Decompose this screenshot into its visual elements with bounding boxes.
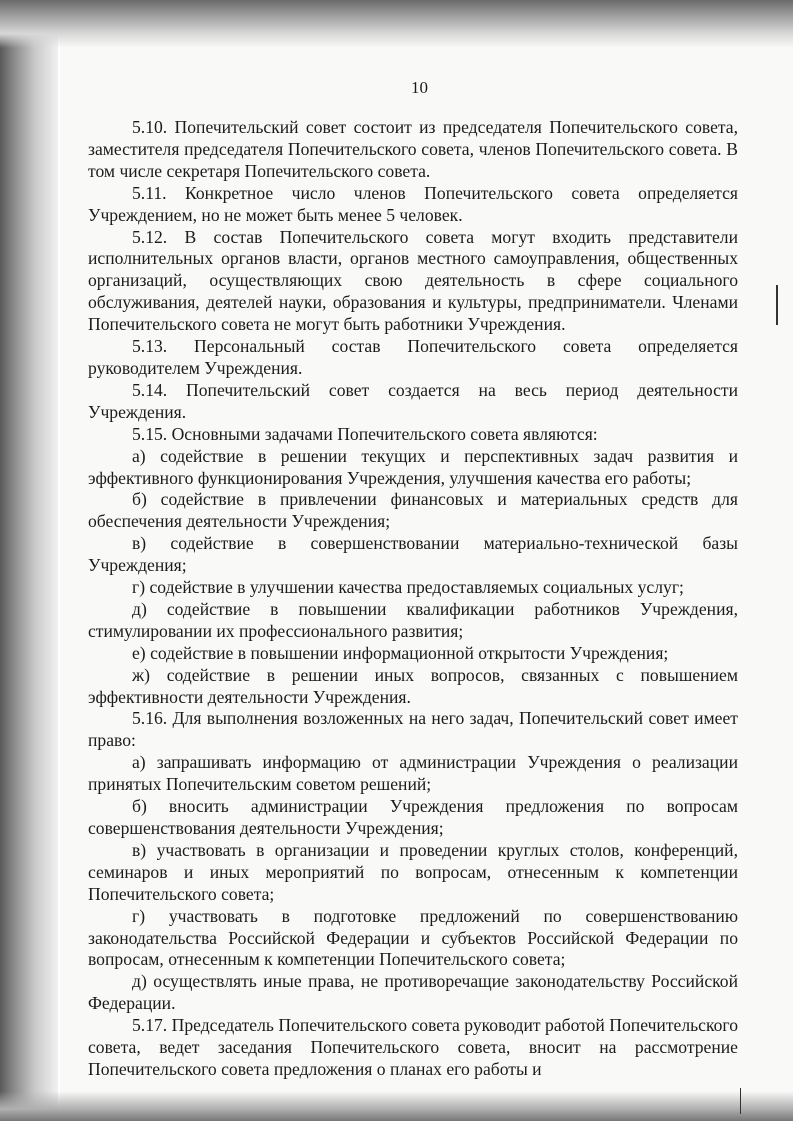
scan-left-shadow xyxy=(0,0,58,1121)
paragraph-5-14: 5.14. Попечительский совет создается на весь период деятельности Учреждения. xyxy=(88,379,738,422)
list-item-task-v: в) содействие в совершенствовании материально-технической базы Учреждения; xyxy=(88,533,738,576)
document-body xyxy=(88,117,738,1081)
list-item-task-d: д) содействие в повышении квалификации работников Учреждения, стимулировании их профессионального развития; xyxy=(88,598,738,641)
margin-mark xyxy=(740,1088,741,1114)
list-item-right-a: а) запрашивать информацию от администрации Учреждения о реализации принятых Попечительским советом решений; xyxy=(88,752,738,795)
list-item-right-b: б) вносить администрации Учреждения предложения по вопросам совершенствования деятельности Учреждения; xyxy=(88,796,738,838)
scan-top-shadow xyxy=(0,0,793,48)
list-item-task-b: б) содействие в привлечении финансовых и материальных средств для обеспечения деятельности Учреждения; xyxy=(88,489,738,532)
paragraph-5-12: 5.12. В состав Попечительского совета могут входить представители исполнительных органов власти, органов местного самоуправления, общественных организаций, осуществляющих свою деятельность в сфере социального обслуживания, деятелей науки, образования и культуры, предприниматели. Членами Попечительского совета не могут быть работники Учреждения. xyxy=(88,226,738,335)
margin-mark xyxy=(776,285,778,325)
list-item-task-g: г) содействие в улучшении качества предоставляемых социальных услуг; xyxy=(132,577,684,598)
paragraph-5-13: 5.13. Персональный состав Попечительского совета определяется руководителем Учреждения. xyxy=(88,336,738,378)
paragraph-5-10: 5.10. Попечительский совет состоит из председателя Попечительского совета, заместителя председателя Попечительского совета, членов Попечительского совета. В том числе секретаря Попечительского совета. xyxy=(88,117,738,181)
list-item-right-g: г) участвовать в подготовке предложений по совершенствованию законодательства Российской Федерации и субъектов Российской Федерации по вопросам, отнесенным к компетенции Попечительского совета; xyxy=(88,905,738,970)
scan-bottom-shadow xyxy=(0,1091,793,1121)
list-item-task-zh: ж) содействие в решении иных вопросов, связанных с повышением эффективности деятельности Учреждения. xyxy=(88,664,738,707)
paragraph-5-17: 5.17. Председатель Попечительского совета руководит работой Попечительского совета, ведет заседания Попечительского совета, вносит на рассмотрение Попечительского совета предложения о планах его работы и xyxy=(88,1015,738,1079)
list-item-right-d: д) осуществлять иные права, не противоречащие законодательству Российской Федерации. xyxy=(88,971,738,1014)
list-item-right-v: в) участвовать в организации и проведении круглых столов, конференций, семинаров и иных мероприятий по вопросам, отнесенным к компетенции Попечительского совета; xyxy=(88,839,738,904)
paragraph-5-11: 5.11. Конкретное число членов Попечительского совета определяется Учреждением, но не может быть менее 5 человек. xyxy=(88,182,738,225)
paragraph-5-16: 5.16. Для выполнения возложенных на него задач, Попечительский совет имеет право: xyxy=(88,708,738,751)
list-item-task-a: а) содействие в решении текущих и перспективных задач развития и эффективного функционирования Учреждения, улучшения качества его работы; xyxy=(88,445,738,488)
list-item-task-e: е) содействие в повышении информационной открытости Учреждения; xyxy=(132,642,669,663)
paragraph-5-15: 5.15. Основными задачами Попечительского совета являются: xyxy=(132,423,598,444)
page-number: 10 xyxy=(411,78,428,97)
